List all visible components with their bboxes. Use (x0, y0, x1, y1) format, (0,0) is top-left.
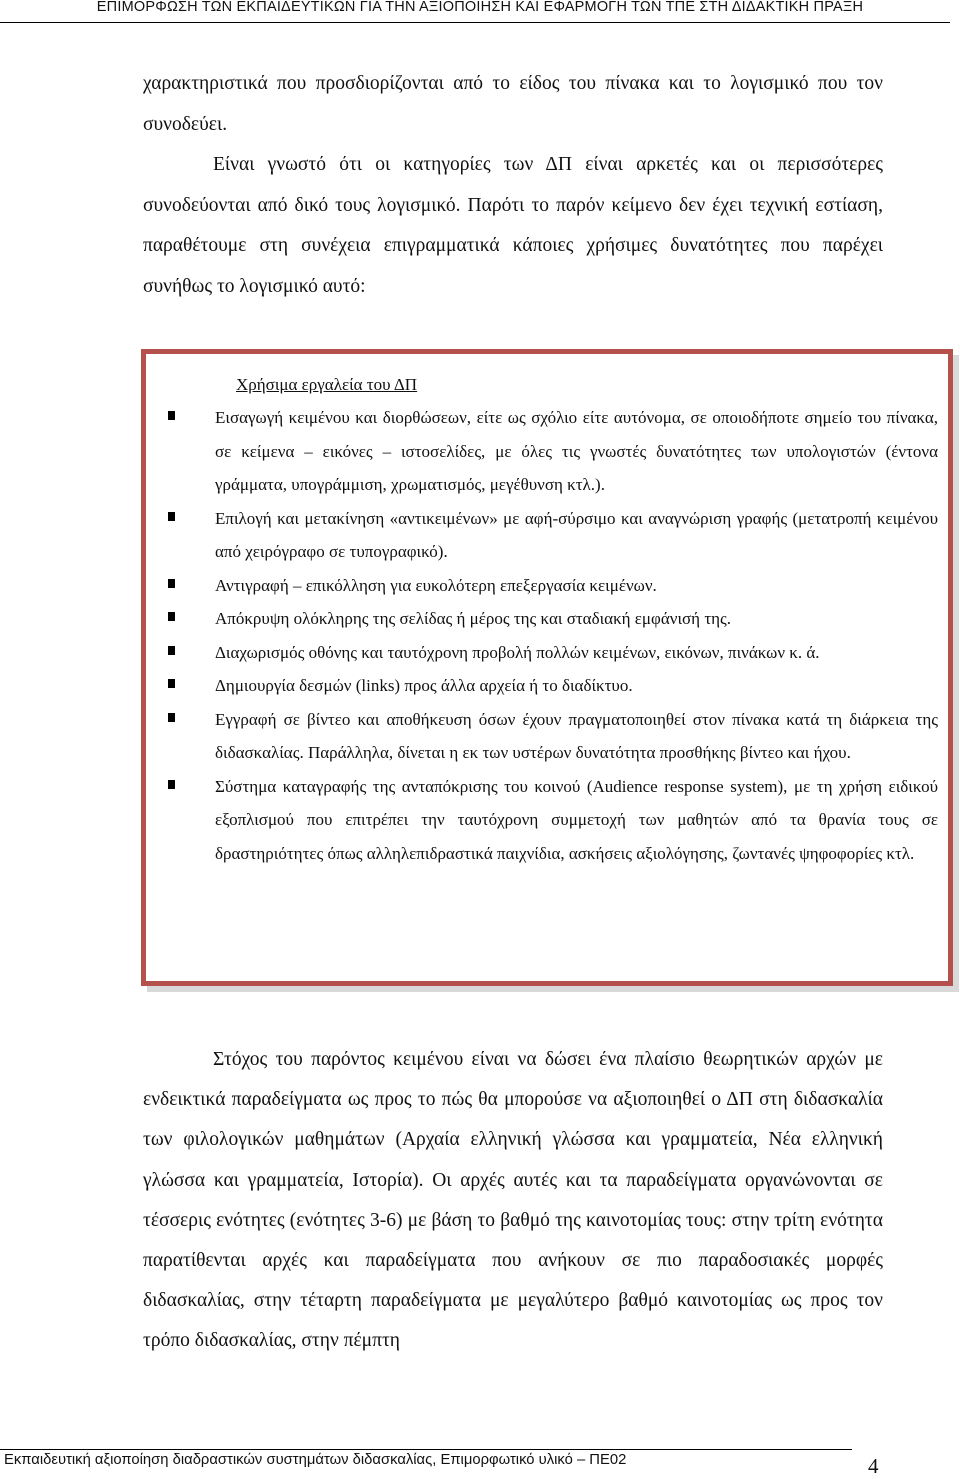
main-body-section (143, 1040, 883, 1362)
footer-divider (0, 1449, 852, 1450)
body-paragraph: Στόχος του παρόντος κειμένου είναι να δώσει ένα πλαίσιο θεωρητικών αρχών με ενδεικτικά παραδείγματα ως προς το πώς θα μπορούσε να αξιοποιηθεί ο ΔΠ στη διδασκαλία των φιλολογικών μαθημάτων (Αρχαία ελληνική γλώσσα και γραμματεία, Νέα ελληνική γλώσσα και γραμματεία, Ιστορία). Οι αρχές αυτές και τα παραδείγματα οργανώνονται σε τέσσερις ενότητες (ενότητες 3-6) με βάση το βαθμό της καινοτομίας τους: στην τρίτη ενότητα παρατίθενται αρχές και παραδείγματα που ανήκουν σε πιο παραδοσιακές μορφές διδασκαλίας, στην τέταρτη παραδείγματα με μεγαλύτερο βαθμό καινοτομίας ως προς τον τρόπο διδασκαλίας, στην πέμπτη (143, 1049, 883, 1352)
list-item (168, 602, 938, 636)
intro-paragraph-2: Είναι γνωστό ότι οι κατηγορίες των ΔΠ είναι αρκετές και οι περισσότερες συνοδεύονται από δικό τους λογισμικό. Παρότι το παρόν κείμενο δεν έχει τεχνική εστίαση, παραθέτουμε στη συνέχεια επιγραμματικά κάποιες χρήσιμες δυνατότητες που παρέχει συνήθως το λογισμικό αυτό: (143, 154, 883, 297)
list-item-text: Εισαγωγή κειμένου και διορθώσεων, είτε ως σχόλιο είτε αυτόνομα, σε οποιοδήποτε σημείο του πίνακα, σε κείμενα – εικόνες – ιστοσελίδες, με όλες τις γνωστές δυνατότητες των υπολογιστών (έντονα γράμματα, υπογράμμιση, χρωματισμός, μεγέθυνση κτλ.). (215, 408, 938, 494)
square-bullet-icon (168, 780, 175, 789)
running-header (0, 0, 960, 22)
list-item (168, 569, 938, 603)
tools-callout-box (141, 349, 953, 986)
callout-title: Χρήσιμα εργαλεία του ΔΠ (236, 375, 418, 394)
list-item (168, 502, 938, 569)
intro-section (143, 64, 883, 307)
tools-list (168, 401, 938, 870)
page-number: 4 (868, 1454, 879, 1478)
list-item (168, 703, 938, 770)
square-bullet-icon (168, 579, 175, 588)
square-bullet-icon (168, 679, 175, 688)
list-item (168, 636, 938, 670)
square-bullet-icon (168, 512, 175, 521)
list-item (168, 770, 938, 871)
list-item-text: Απόκρυψη ολόκληρης της σελίδας ή μέρος της και σταδιακή εμφάνισή της. (215, 609, 732, 628)
list-item-text: Επιλογή και μετακίνηση «αντικειμένων» με αφή-σύρσιμο και αναγνώριση γραφής (μετατροπή κειμένου από χειρόγραφο σε τυπογραφικό). (215, 508, 938, 561)
list-item-text: Διαχωρισμός οθόνης και ταυτόχρονη προβολή πολλών κειμένων, εικόνων, πινάκων κ. ά. (215, 642, 820, 662)
header-divider (0, 22, 950, 23)
list-item (168, 401, 938, 502)
list-item (168, 669, 938, 703)
square-bullet-icon (168, 646, 175, 655)
footer-title: Εκπαιδευτική αξιοποίηση διαδραστικών συστημάτων διδασκαλίας, Επιμορφωτικό υλικό – ΠΕ02 (4, 1452, 627, 1468)
intro-paragraph-1: χαρακτηριστικά που προσδιορίζονται από το είδος του πίνακα και το λογισμικό που τον συνοδεύει. (143, 73, 883, 135)
square-bullet-icon (168, 411, 175, 420)
list-item-text: Σύστημα καταγραφής της ανταπόκρισης του κοινού (Audience response system), με τη χρήση ειδικού εξοπλισμού που επιτρέπει την ταυτόχρονη συμμετοχή των μαθητών από τα θρανία τους σε δραστηριότητες όπως αλληλεπιδραστικά παιχνίδια, ασκήσεις αξιολόγησης, ζωντανές ψηφοφορίες κτλ. (215, 776, 938, 863)
list-item-text: Δημιουργία δεσμών (links) προς άλλα αρχεία ή το διαδίκτυο. (215, 676, 633, 695)
list-item-text: Εγγραφή σε βίντεο και αποθήκευση όσων έχουν πραγματοποιηθεί στον πίνακα κατά τη διάρκεια της διδασκαλίας. Παράλληλα, δίνεται η εκ των υστέρων δυνατότητα προσθήκης βίντεο και ήχου. (215, 709, 938, 762)
list-item-text: Αντιγραφή – επικόλληση για ευκολότερη επεξεργασία κειμένων. (215, 575, 657, 595)
square-bullet-icon (168, 713, 175, 722)
square-bullet-icon (168, 612, 175, 621)
running-header-title: ΕΠΙΜΟΡΦΩΣΗ ΤΩΝ ΕΚΠΑΙΔΕΥΤΙΚΩΝ ΓΙΑ ΤΗΝ ΑΞΙΟΠΟΙΗΣΗ ΚΑΙ ΕΦΑΡΜΟΓΗ ΤΩΝ ΤΠΕ ΣΤΗ ΔΙΔΑΚΤΙΚΗ ΠΡΑΞΗ (96, 0, 864, 15)
